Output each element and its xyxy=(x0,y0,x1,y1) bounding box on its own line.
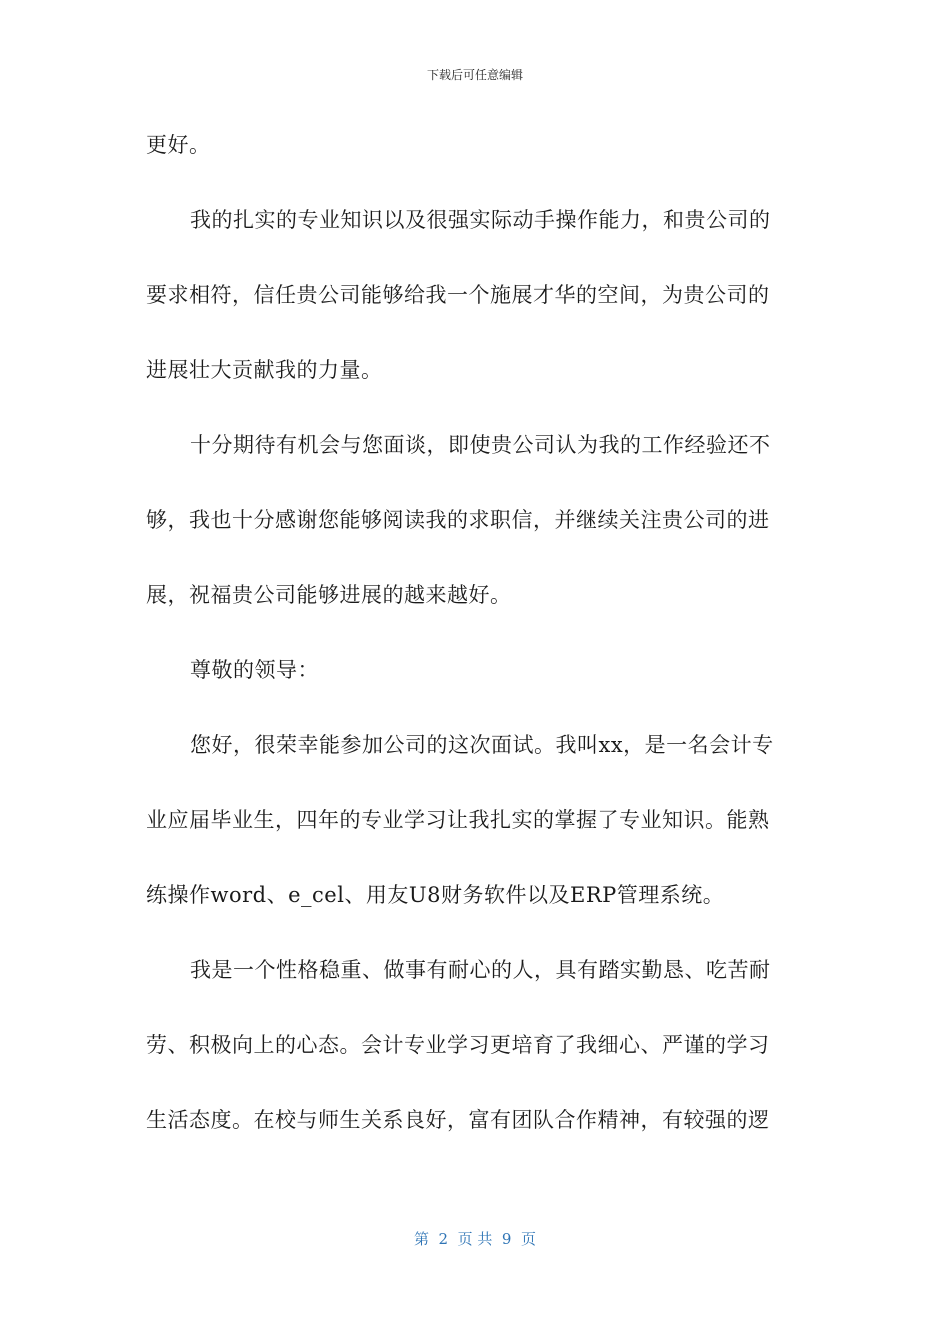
text-line: 更好。 xyxy=(146,133,211,157)
paragraph-first-line: 十分期待有机会与您面谈，即使贵公司认为我的工作经验还不 xyxy=(190,433,771,457)
text-line: 劳、积极向上的心态。会计专业学习更培育了我细心、严谨的学习 xyxy=(146,1033,770,1057)
document-body xyxy=(146,120,796,1170)
salutation: 尊敬的领导： xyxy=(190,658,319,682)
text-line: 进展壮大贡献我的力量。 xyxy=(146,358,383,382)
text-line: 生活态度。在校与师生关系良好，富有团队合作精神，有较强的逻 xyxy=(146,1108,770,1132)
page-header: 下载后可任意编辑 xyxy=(426,68,523,82)
text-line: 要求相符，信任贵公司能够给我一个施展才华的空间，为贵公司的 xyxy=(146,283,770,307)
paragraph-first-line: 我是一个性格稳重、做事有耐心的人，具有踏实勤恳、吃苦耐 xyxy=(190,958,771,982)
paragraph-first-line: 我的扎实的专业知识以及很强实际动手操作能力，和贵公司的 xyxy=(190,208,771,232)
text-line: 业应届毕业生，四年的专业学习让我扎实的掌握了专业知识。能熟 xyxy=(146,808,770,832)
text-line: 展，祝福贵公司能够进展的越来越好。 xyxy=(146,583,512,607)
text-line: 练操作word、e_cel、用友U8财务软件以及ERP管理系统。 xyxy=(146,883,725,907)
text-line: 够，我也十分感谢您能够阅读我的求职信，并继续关注贵公司的进 xyxy=(146,508,770,532)
page-number-footer: 第 2 页 共 9 页 xyxy=(414,1230,536,1248)
paragraph-first-line: 您好，很荣幸能参加公司的这次面试。我叫xx，是一名会计专 xyxy=(190,733,774,757)
